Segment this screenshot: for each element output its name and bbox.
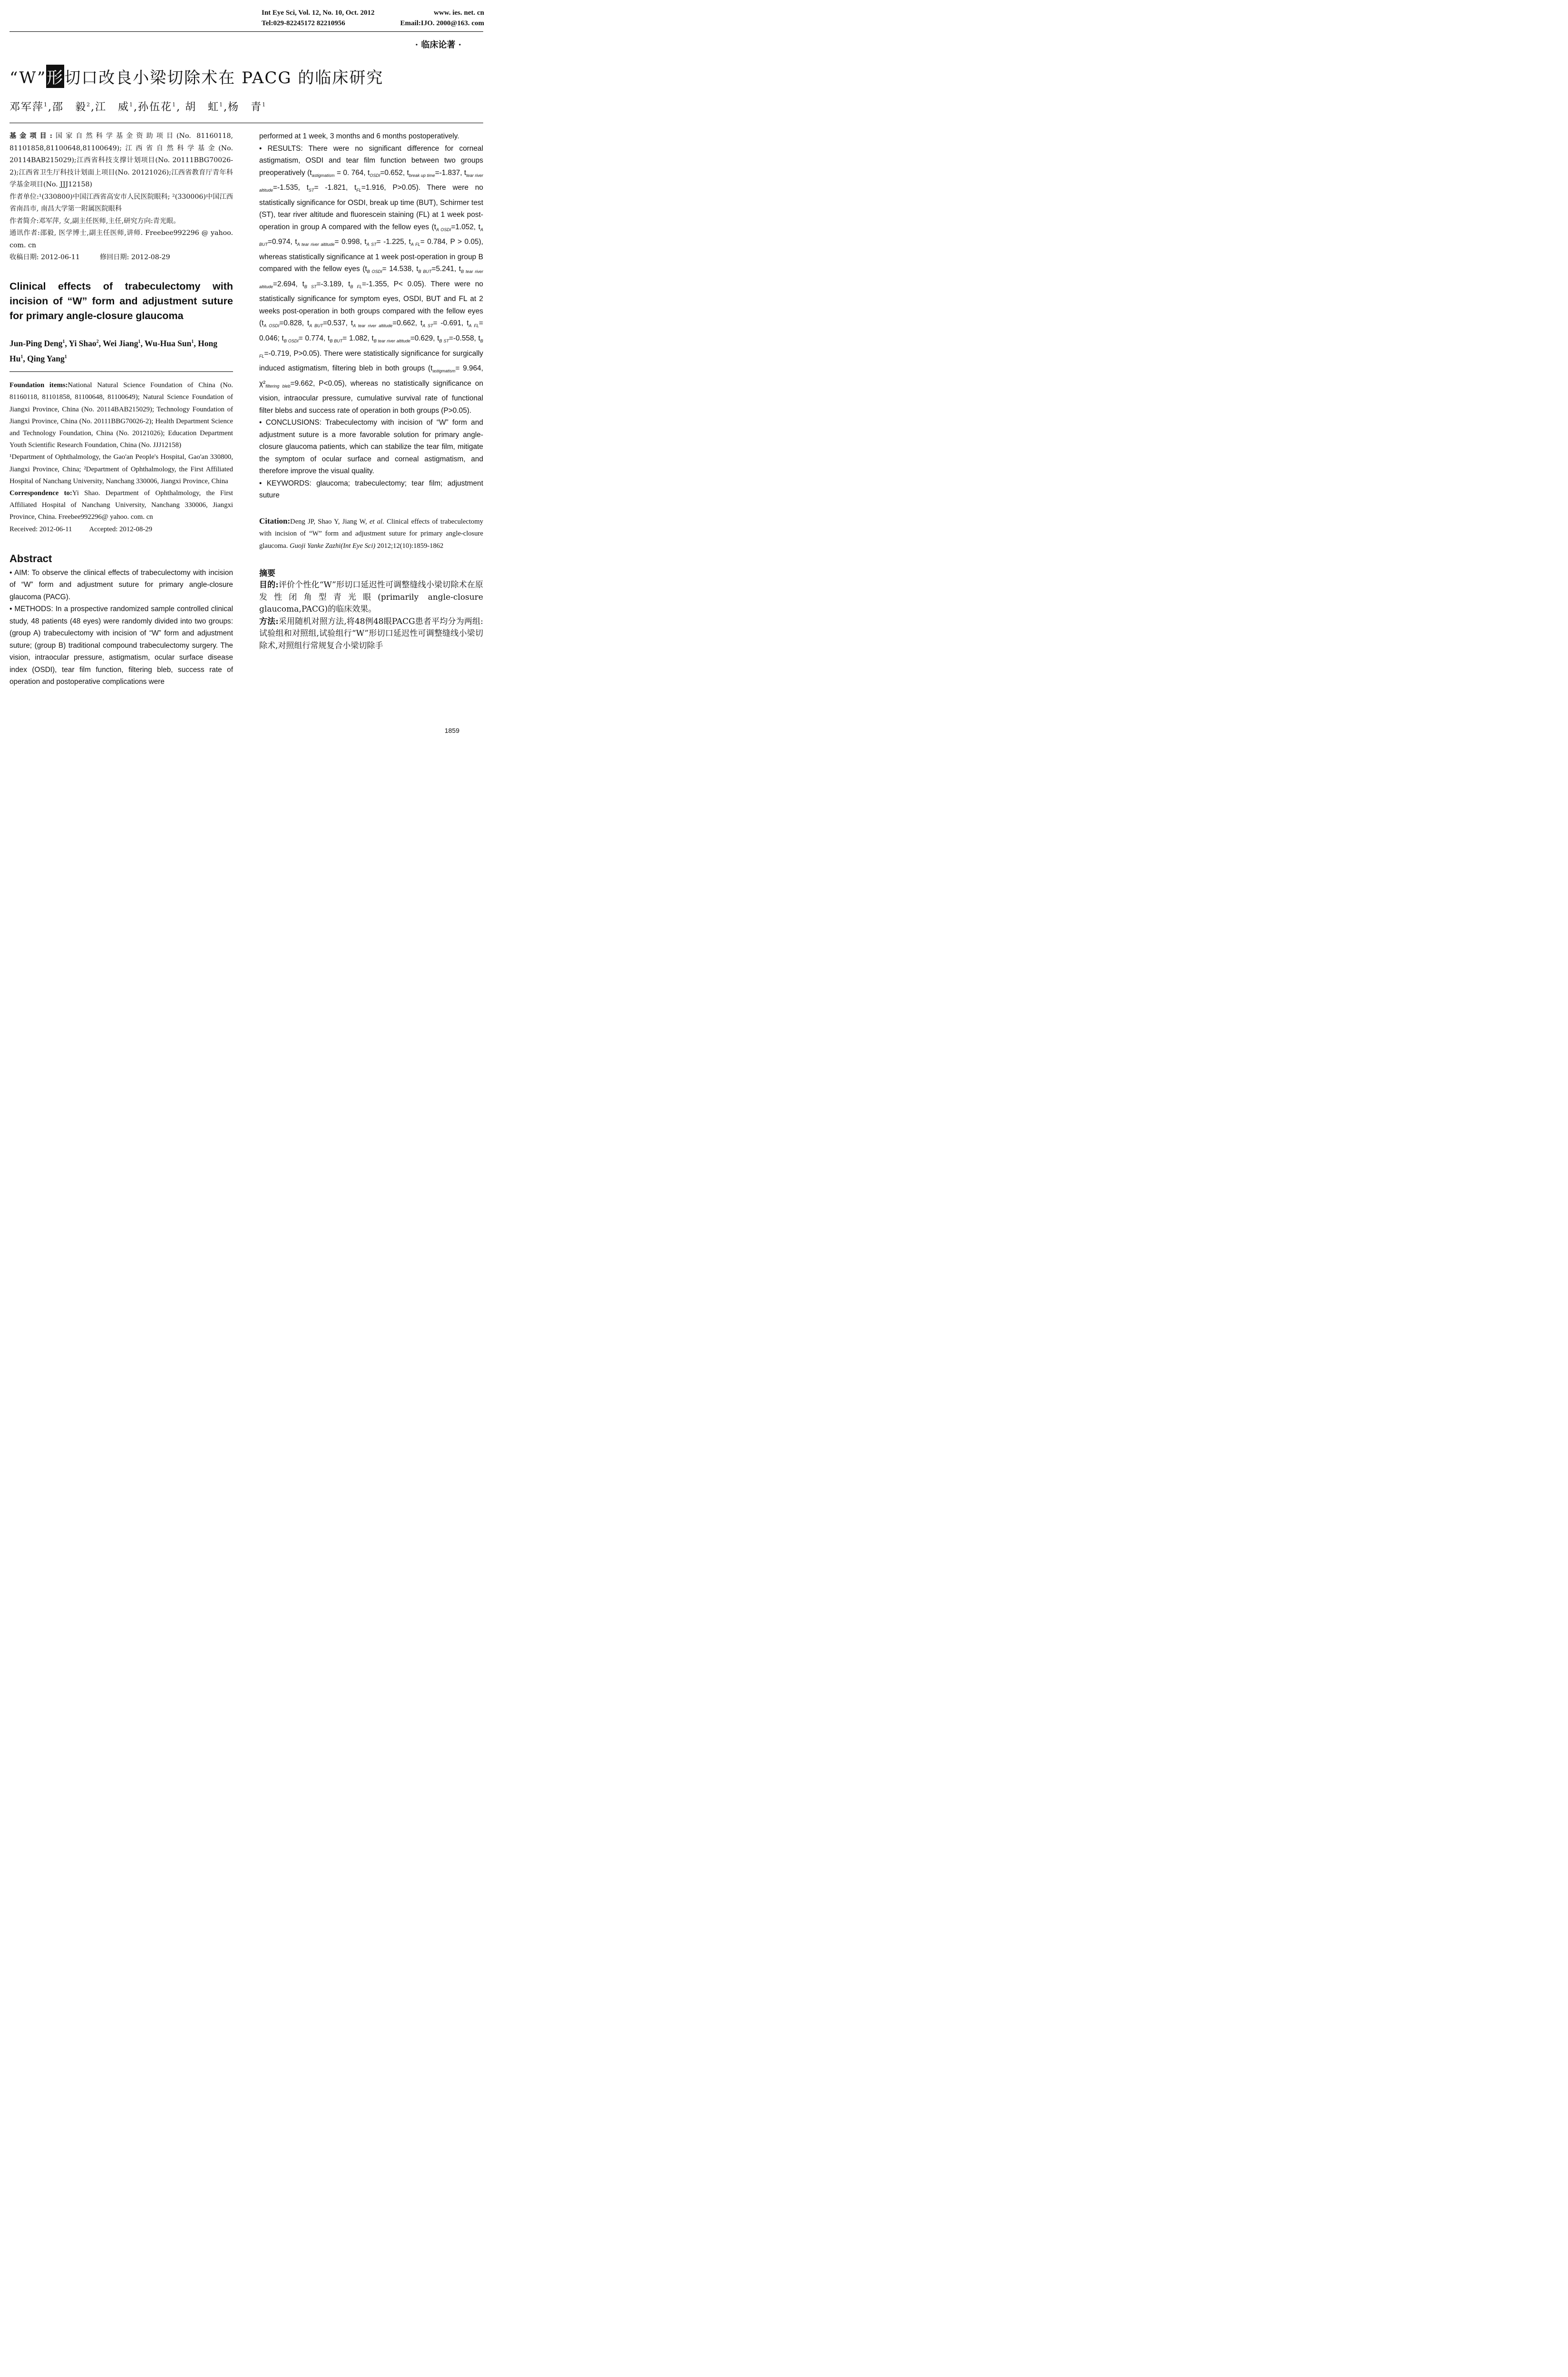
author-affiliation-mark: 1 — [129, 101, 134, 108]
author-name: 邓军萍 — [10, 101, 44, 113]
abstract-heading: Abstract — [10, 552, 52, 565]
statistic: $t_{B tear river altitude}=2.694$, — [259, 265, 483, 289]
statistic: $t_{OSDI}=0.652$, — [368, 168, 407, 178]
author-affiliation-mark: 1 — [262, 101, 267, 108]
article-title-en: Clinical effects of trabeculectomy with incision of “W” form and adjustment suture for primary angle-closure glaucoma — [10, 280, 233, 321]
author-name: Wu-Hua Sun — [144, 338, 192, 348]
cn-abstract-heading: 摘要 — [259, 569, 275, 579]
left-column — [10, 130, 233, 688]
author-name: Yi Shao — [68, 338, 97, 348]
statistic: $t_{astigmatism} = 0$. 764, — [310, 168, 368, 178]
header-journal-info: Int Eye Sci, Vol. 12, No. 10, Oct. 2012 — [262, 9, 375, 17]
statistic: $t_{A BUT}=0.974$, — [259, 223, 483, 247]
statistic: $t_{A FL}= 0.046$; — [259, 319, 483, 343]
statistic: $t_{A ST}= -0.691$, — [420, 319, 467, 329]
author-name: 江 威 — [95, 101, 130, 113]
correspondence-en: Correspondence to:Yi Shao. Department of Ophthalmology, the First Affiliated Hospital of Nanchang University, Nanchang 330006, Jiangxi Province, China. Freebee992296@ yahoo. com. cn — [10, 489, 233, 521]
author-affiliation-mark: 2 — [96, 339, 99, 344]
author-name: 胡 虹 — [185, 101, 220, 113]
abstract-methods-continued: performed at 1 week, 3 months and 6 months postoperatively. — [259, 132, 459, 140]
author-affiliation-mark: 1 — [172, 101, 177, 108]
right-column — [259, 130, 483, 652]
header-email: Email:IJO. 2000@163. com — [400, 19, 484, 27]
author-name: Wei Jiang — [103, 338, 138, 348]
author-affiliation-mark: 1 — [62, 339, 65, 344]
statistic: $t_{A OSDI}=0.828$, — [262, 319, 307, 329]
statistic: $t_{tear river altitude}=-1.535$, — [259, 168, 483, 193]
abstract-conclusions: • CONCLUSIONS: Trabeculectomy with incision of “W” form and adjustment suture is a more favorable solution for primary angle-closure glaucoma patients, which can stabilize the tear film, mitigate the symptom of ocular surface and corneal astigmatism, and therefore improve the visual quality. — [259, 419, 483, 476]
statistic: $t_{B FL}=-0.719$, P>0.05). — [259, 334, 483, 359]
statistic: $t_{FL}=1.916$, P>0.05). — [354, 184, 427, 193]
dates-en: Received: 2012-06-11 Accepted: 2012-08-29 — [10, 525, 153, 533]
authors-cn: 邓军萍$^1$,邵 毅$^2$,江 威$^1$,孙伍花$^1$, 胡 虹$^1$,杨 青$^1$ — [10, 101, 267, 113]
statistic: $\chi^2_{filtering bleb}=9.662$, P<0.05), — [259, 379, 351, 389]
abstract-keywords: • KEYWORDS: glaucoma; trabeculectomy; tear film; adjustment suture — [259, 479, 483, 500]
author-name: 邵 毅 — [52, 101, 87, 113]
authors-en-rule — [10, 371, 233, 372]
abstract-aim: • AIM: To observe the clinical effects of trabeculectomy with incision of “W” form and adjustment suture for primary angle-closure glaucoma (PACG). — [10, 568, 233, 601]
author-affiliation-mark: 1 — [44, 101, 49, 108]
statistic: $t_{ST}= -1.821$, — [306, 184, 355, 193]
section-label: · 临床论著 · — [415, 40, 461, 50]
statistic: $t_{A BUT}=0.537$, — [307, 319, 351, 329]
author-affiliation-mark: 1 — [219, 101, 224, 108]
cn-abstract-methods: 方法:采用随机对照方法,将48例48眼PACG患者平均分为两组:试验组和对照组,试验组行“W”形切口延迟性可调整缝线小梁切除术,对照组行常规复合小梁切除手 — [259, 616, 484, 651]
statistic: $t_{A OSDI}=1.052$, — [434, 223, 478, 232]
statistic: $t_{B BUT}=5.241$, — [416, 265, 459, 274]
statistic: $t_{astigmatism}= 9.964$, — [430, 364, 483, 374]
abstract-results: • RESULTS: There were no significant difference for corneal astigmatism, OSDI and tear film function between two groups preoperatively ($t_{astigmatism} = 0$. 764, $t_{OSDI}=0.652$, $t_{break up time}=-1.837$, $t_{tear river altitude}=-1.535$, $t_{ST}= -1.821$, $t_{FL}=1.916$, P>0.05). There were no statistically significance for OSDI, break up time (BUT), Schirmer test (ST), tear river altitude and fluorescein staining (FL) at 1 week post-operation in group A compared with the fellow eyes ($t_{A OSDI}=1.052$, $t_{A BUT}=0.974$, $t_{A tear river altitude}= 0.998$, $t_{A ST}= -1.225$, $t_{A FL}= 0.784$, P > 0.05), whereas statistically significance at 1 week post-operation in group B compared with the fellow eyes ($t_{B OSDI}= 14.538$, $t_{B BUT}=5.241$, $t_{B tear river altitude}=2.694$, $t_{B ST}=-3.189$, $t_{B FL}=-1.355$, P< 0.05). There were no statistically significance for symptom eyes, OSDI, BUT and FL at 2 weeks post-operation in both groups compared with the fellow eyes ($t_{A OSDI}=0.828$, $t_{A BUT}=0.537$, $t_{A tear river altitude}=0.662$, $t_{A ST}= -0.691$, $t_{A FL}= 0.046$; $t_{B OSDI}= 0.774$, $t_{B BUT}= 1.082$, $t_{B tear river altitude}=0.629$, $t_{B ST}=-0.558$, $t_{B FL}=-0.719$, P>0.05). There were statistically significance for surgically induced astigmatism, filtering bleb in both groups ($t_{astigmatism}= 9.964$, $\chi^2_{filtering bleb}=9.662$, P<0.05), whereas no statistically significance on vision, intraocular pressure, cumulative survival rate of functional filter blebs and success rate of operation in both groups (P>0.05). — [259, 144, 483, 415]
foundation-cn: 基金项目:国家自然科学基金资助项目(No. 81160118, 81101858,81100648,81100649);江西省自然科学基金(No. 20114BAB215029);江西省科技支撑计划项目(No. 20111BBG70026-2);江西省卫生厅科技计划面上项目(No. 20121026);江西省教育厅青年科学基金项目(No. JJJ12158) — [10, 132, 233, 188]
author-affiliation-mark: 1 — [138, 339, 141, 344]
header-phone: Tel:029-82245172 82210956 — [262, 19, 345, 27]
statistic: $t_{A ST}= -1.225$, — [364, 238, 409, 247]
statistic: $t_{B OSDI}= 0.774$, — [282, 334, 328, 344]
page-number: 1859 — [444, 727, 459, 734]
authors-en: Jun-Ping Deng$^1$, Yi Shao$^2$, Wei Jiang$^1$, Wu-Hua Sun$^1$, Hong Hu$^1$, Qing Yang$^1$ — [10, 338, 217, 364]
article-title-cn: “W”形切口改良小梁切除术在 PACG 的临床研究 — [10, 65, 383, 88]
author-name: Qing Yang — [27, 354, 65, 364]
statistic: $t_{B OSDI}= 14.538$, — [365, 265, 417, 274]
citation: Citation:Deng JP, Shao Y, Jiang W, et al. Clinical effects of trabeculectomy with incision of “W” form and adjustment suture for primary angle-closure glaucoma. Guoji Yanke Zazhi(Int Eye Sci) 2012;12(10):1859-1862 — [259, 516, 484, 550]
author-affiliation-mark: 1 — [64, 354, 67, 360]
cn-abstract-aim: 目的:评价个性化“W”形切口延迟性可调整缝线小梁切除术在原发性闭角型青光眼(primarily angle-closure glaucoma,PACG)的临床效果。 — [259, 580, 484, 614]
department-en: ¹Department of Ophthalmology, the Gao'an People's Hospital, Gao'an 330800, Jiangxi Province, China; ²Department of Ophthalmology, the First Affiliated Hospital of Nanchang University, Nanchang 330006, Jiangxi Province, China — [10, 453, 233, 485]
affiliation-cn: 作者单位:¹(330800)中国江西省高安市人民医院眼科; ²(330006)中国江西省南昌市, 南昌大学第一附属医院眼科 — [10, 193, 233, 213]
author-name: Jun-Ping Deng — [10, 338, 63, 348]
foundation-en: Foundation items:National Natural Science Foundation of China (No. 81160118, 81101858, 81100648, 81100649); Natural Science Foundation of Jiangxi Province, China (No. 20114BAB215029); Technology Foundation of Jiangxi Province, China (No. 20111BBG70026-2); Health Department Science and Technology Foundation, China (No. 20121026); Education Department Youth Scientific Research Foundation, China (No. JJJ12158) — [10, 381, 233, 449]
statistic: $t_{B tear river altitude}=0.629$, — [371, 334, 438, 344]
author-affiliation-mark: 2 — [87, 101, 91, 108]
author-affiliation-mark: 1 — [20, 354, 23, 360]
statistic: $t_{B BUT}= 1.082$, — [328, 334, 372, 344]
statistic: $t_{B ST}=-0.558$, — [437, 334, 478, 344]
statistic: $t_{B FL}=-1.355$, P< 0.05). — [348, 280, 431, 289]
dates-cn: 收稿日期: 2012-06-11 修回日期: 2012-08-29 — [10, 253, 170, 261]
statistic: $t_{A tear river altitude}= 0.998$, — [295, 238, 365, 247]
abstract-methods: • METHODS: In a prospective randomized sample controlled clinical study, 48 patients (48 eyes) were randomly divided into two groups: (group A) trabeculectomy with incision of “W” form and adjustment suture; (group B) traditional compound trabeculectomy surgery. The vision, intraocular pressure, astigmatism, ocular surface disease index (OSDI), tear film function, filtering bleb, success rate of operation and postoperative complications were — [10, 605, 233, 686]
author-affiliation-mark: 1 — [191, 339, 194, 344]
author-name: 杨 青 — [228, 101, 263, 113]
statistic: $t_{A tear river altitude}=0.662$, — [351, 319, 420, 329]
journal-header — [262, 8, 484, 29]
author-intro-cn: 作者简介:邓军萍, 女,副主任医师,主任,研究方向:青光眼。 — [10, 217, 180, 225]
author-name: 孙伍花 — [138, 101, 173, 113]
statistic: $t_{A FL}= 0.784$, P > 0.05), — [409, 238, 483, 247]
header-rule — [10, 31, 483, 32]
author-name: Hong Hu — [10, 338, 217, 364]
correspondence-cn: 通讯作者:邵毅, 医学博士,副主任医师,讲师. Freebee992296 @ yahoo. com. cn — [10, 229, 233, 249]
statistic: $t_{break up time}=-1.837$, — [407, 168, 465, 178]
header-website: www. ies. net. cn — [434, 9, 484, 17]
statistic: $t_{B ST}=-3.189$, — [302, 280, 349, 289]
title-highlighted-char: 形 — [46, 65, 64, 88]
